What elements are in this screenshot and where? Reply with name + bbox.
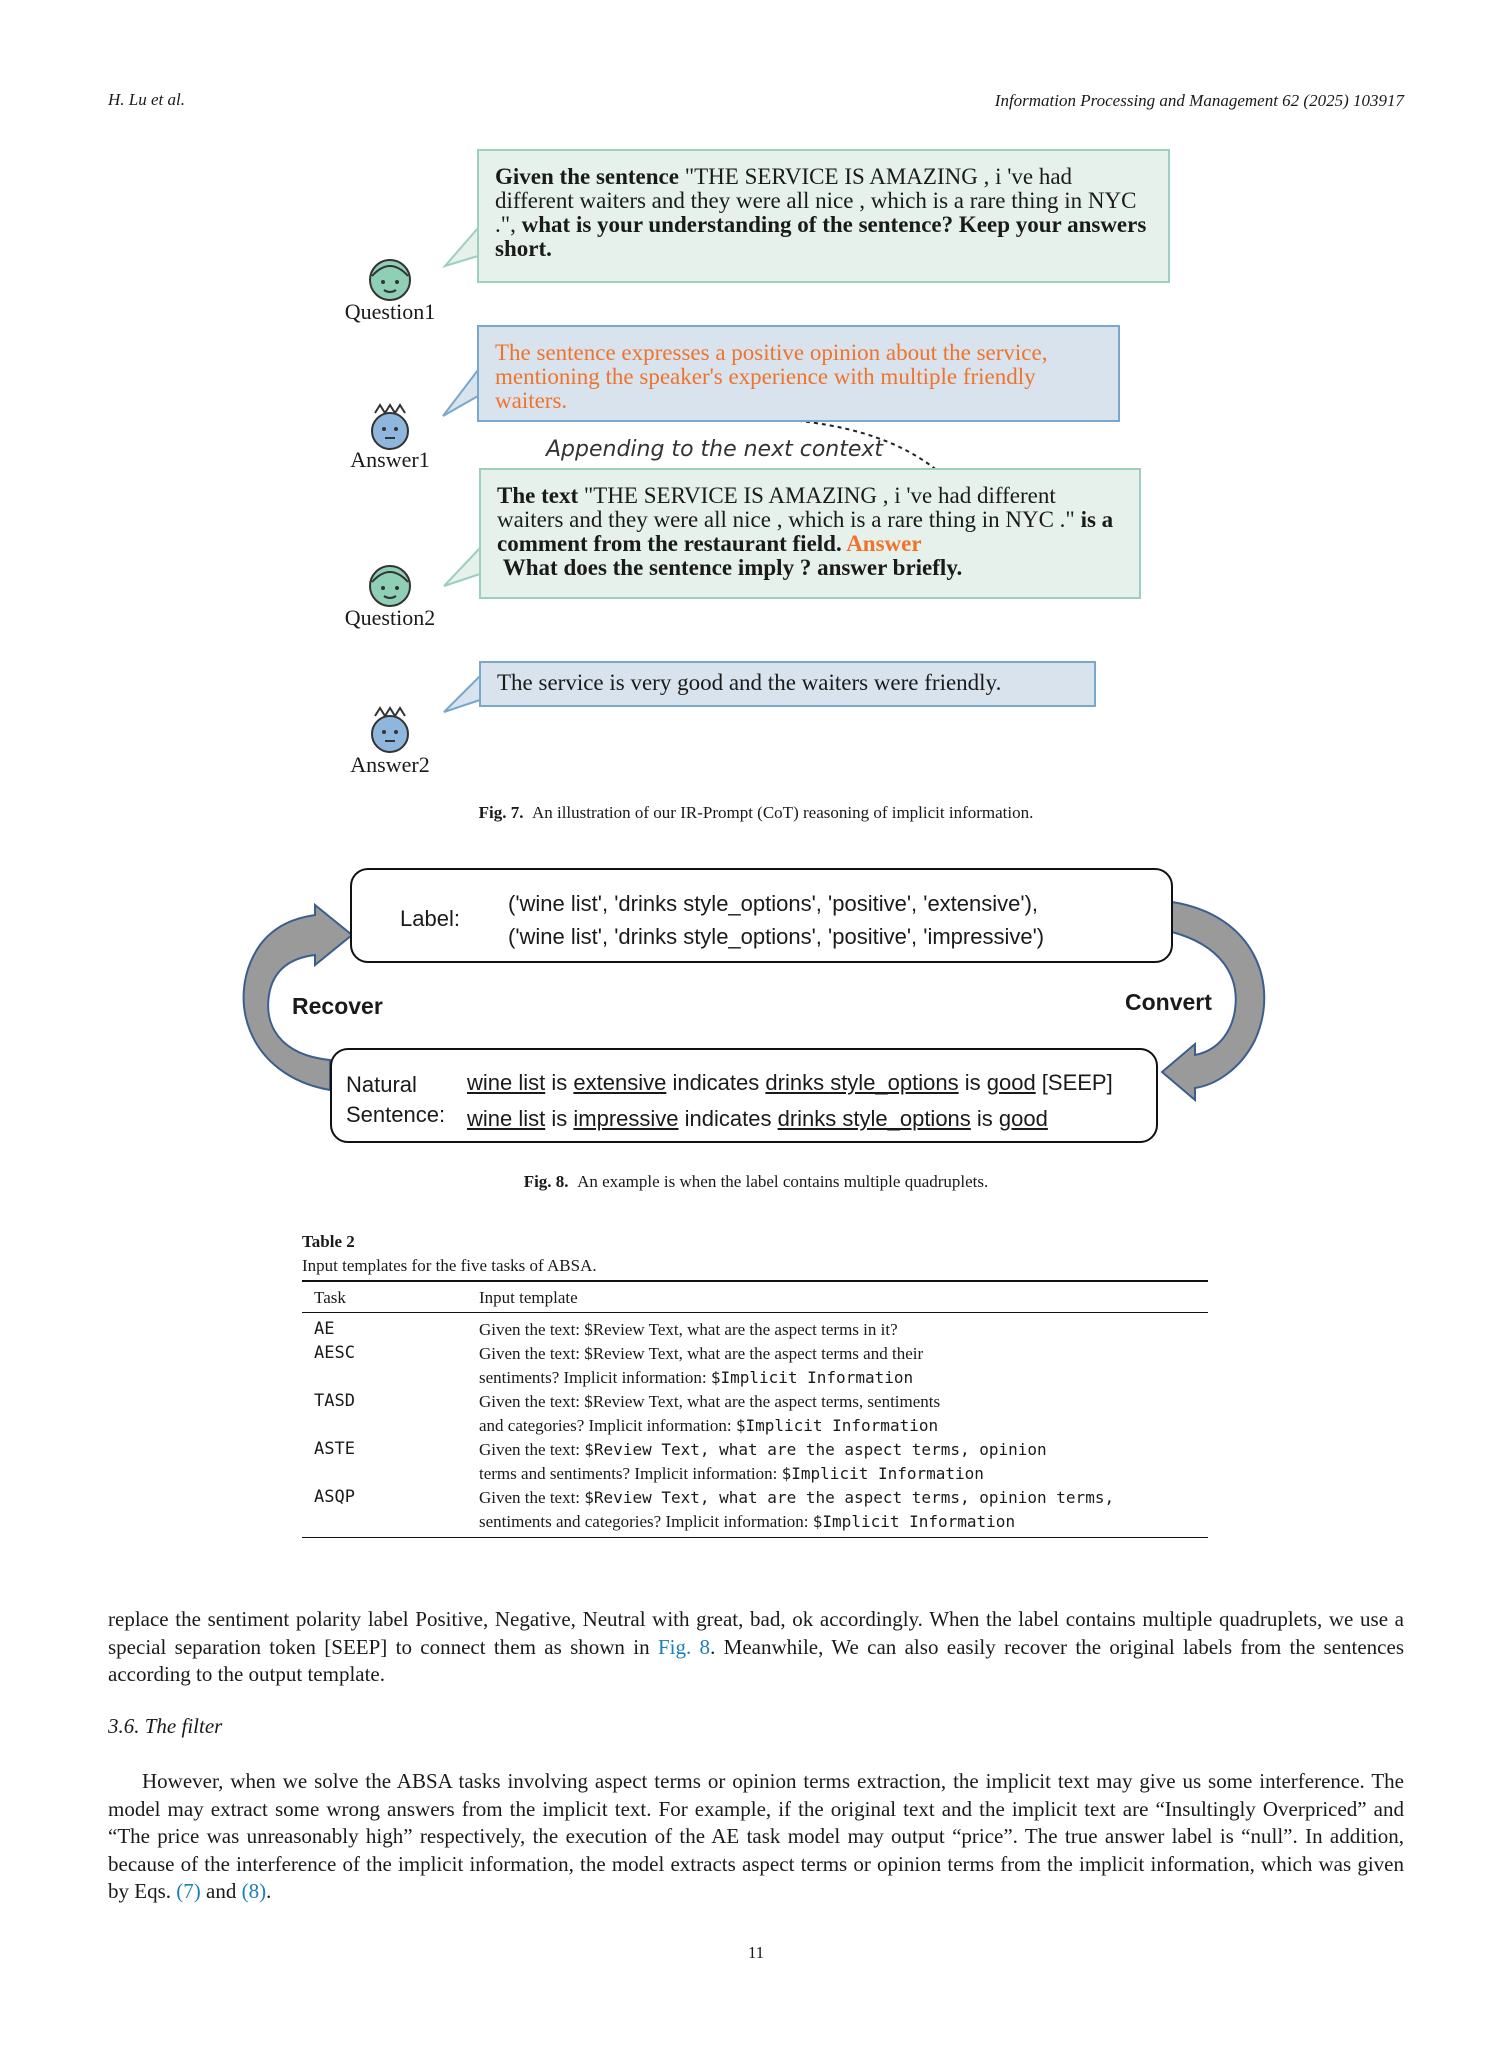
table-cell-template: Given the text: $Review Text, what are the aspect terms, sentiments bbox=[479, 1392, 941, 1411]
convert-label: Convert bbox=[1125, 989, 1212, 1015]
table-header-rule bbox=[302, 1312, 1208, 1313]
speaker-label: Question2 bbox=[344, 605, 436, 630]
label-line: ('wine list', 'drinks style_options', 'positive', 'impressive') bbox=[508, 924, 1045, 949]
figure-8-caption: Fig. 8. An example is when the label contains multiple quadruplets. bbox=[523, 1172, 989, 1191]
running-header-journal: Information Processing and Management 62 (2025) 103917 bbox=[994, 91, 1404, 110]
speaker-label: Answer2 bbox=[350, 752, 430, 777]
table-title: Table 2 bbox=[302, 1232, 355, 1251]
fig8-link[interactable]: Fig. 8 bbox=[657, 1634, 711, 1659]
speaker-label: Question1 bbox=[344, 299, 436, 324]
natural-title-line: Natural bbox=[346, 1072, 417, 1097]
table-cell-task: ASQP bbox=[314, 1487, 355, 1507]
running-header-authors: H. Lu et al. bbox=[108, 90, 185, 109]
natural-sentence-1: wine list is extensive indicates drinks style_options is good [SEEP] bbox=[467, 1070, 1113, 1095]
table-top-rule bbox=[302, 1280, 1208, 1282]
answer2-robot-icon bbox=[365, 706, 415, 754]
answer1-robot-icon bbox=[365, 403, 415, 451]
table-header-task: Task bbox=[314, 1288, 346, 1307]
figure-7-caption: Fig. 7. An illustration of our IR-Prompt (CoT) reasoning of implicit information. bbox=[478, 803, 1034, 822]
table-cell-task: TASD bbox=[314, 1391, 355, 1411]
table-cell-task: AE bbox=[314, 1319, 335, 1339]
table-cell-template: terms and sentiments? Implicit information: $Implicit Information bbox=[479, 1464, 984, 1483]
table-cell-template: sentiments? Implicit information: $Implicit Information bbox=[479, 1368, 914, 1387]
section-heading: 3.6. The filter bbox=[108, 1714, 223, 1738]
natural-sentence-title bbox=[346, 1070, 445, 1130]
body-paragraph-2: However, when we solve the ABSA tasks involving aspect terms or opinion terms extraction, the implicit text may give us some interference. The model may extract some wrong answers from the implicit text. For example, if the original text and the implicit text are “Insultingly Overpriced” and “The price was unreasonably high” respectively, the execution of the AE task model may output “price”. The true answer label is “null”. In addition, because of the interference of the implicit information, the model extracts aspect terms or opinion terms from the implicit information, which was given by Eqs. (7) and (8). bbox=[108, 1769, 1404, 1903]
speaker-label: Answer1 bbox=[350, 447, 430, 472]
answer1-bubble: The sentence expresses a positive opinion about the service, mentioning the speaker's experience with multiple friendly waiters. bbox=[477, 325, 1120, 422]
eq8-link[interactable]: (8) bbox=[241, 1879, 267, 1903]
page-number: 11 bbox=[747, 1943, 765, 1962]
table-bottom-rule bbox=[302, 1537, 1208, 1538]
natural-sentences bbox=[467, 1065, 1113, 1137]
table-cell-template: sentiments and categories? Implicit information: $Implicit Information bbox=[479, 1512, 1016, 1531]
natural-title-line: Sentence: bbox=[346, 1102, 446, 1127]
table-subtitle: Input templates for the five tasks of ABSA. bbox=[302, 1256, 597, 1275]
recover-label: Recover bbox=[292, 993, 383, 1019]
table-cell-task: AESC bbox=[314, 1343, 355, 1363]
table-cell-template: Given the text: $Review Text, what are the aspect terms and their bbox=[479, 1344, 924, 1363]
natural-sentence-2: wine list is impressive indicates drinks style_options is good bbox=[467, 1106, 1048, 1131]
table-cell-template: Given the text: $Review Text, what are the aspect terms, opinion terms, bbox=[479, 1488, 1115, 1507]
question1-avatar-icon bbox=[365, 254, 415, 302]
label-line: ('wine list', 'drinks style_options', 'positive', 'extensive'), bbox=[508, 891, 1039, 916]
table-header-template: Input template bbox=[479, 1288, 578, 1307]
table-cell-template: and categories? Implicit information: $Implicit Information bbox=[479, 1416, 939, 1435]
answer2-bubble: The service is very good and the waiters were friendly. bbox=[479, 661, 1096, 707]
table-cell-template: Given the text: $Review Text, what are the aspect terms in it? bbox=[479, 1320, 898, 1339]
question2-avatar-icon bbox=[365, 560, 415, 608]
body-paragraph-1: replace the sentiment polarity label Positive, Negative, Neutral with great, bad, ok accordingly. When the label contains multiple quadruplets, we use a special separation token [SEEP] to connect them as shown in Fig. 8. Meanwhile, We can also easily recover the original labels from the sentences according to the output template. bbox=[108, 1607, 1404, 1686]
label-title: Label: bbox=[400, 906, 460, 931]
table-cell-template: Given the text: $Review Text, what are the aspect terms, opinion bbox=[479, 1440, 1047, 1459]
eq7-link[interactable]: (7) bbox=[176, 1879, 201, 1903]
table-cell-task: ASTE bbox=[314, 1439, 355, 1459]
label-quadruplets bbox=[508, 887, 1044, 953]
question1-bubble: Given the sentence "THE SERVICE IS AMAZING , i 've had different waiters and they were all nice , which is a rare thing in NYC .", what is your understanding of the sentence? Keep your answers short. bbox=[477, 149, 1170, 283]
question2-bubble: The text "THE SERVICE IS AMAZING , i 've had different waiters and they were all nice , which is a rare thing in NYC ." is a comment from the restaurant field. Answer What does the sentence imply ? answer briefly. bbox=[479, 468, 1141, 599]
appending-note: Appending to the next context bbox=[546, 437, 884, 462]
